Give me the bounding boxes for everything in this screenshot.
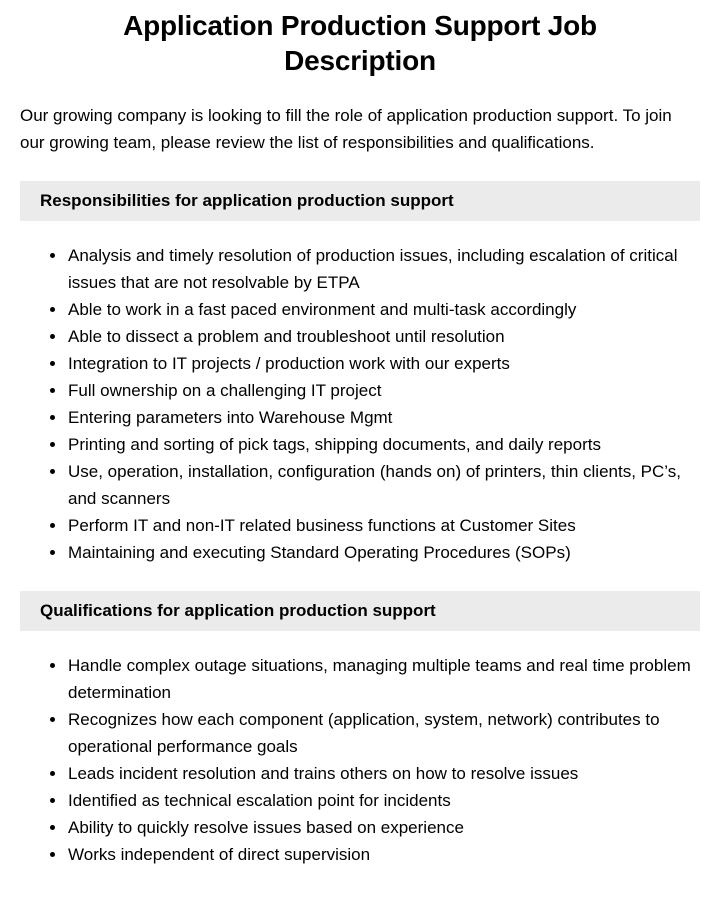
section-list xyxy=(20,242,700,566)
section-heading: Qualifications for application production support xyxy=(20,591,700,631)
list-item: • Identified as technical escalation point for incidents xyxy=(67,787,700,814)
intro-paragraph: Our growing company is looking to fill the role of application production support. To join our growing team, please review the list of responsibilities and qualifications. xyxy=(20,106,672,152)
sections xyxy=(20,181,700,868)
list-item: • Works independent of direct supervision xyxy=(67,841,700,868)
list-item: • Entering parameters into Warehouse Mgmt xyxy=(67,404,700,431)
list-item: • Recognizes how each component (application, system, network) contributes to operational performance goals xyxy=(67,706,700,760)
list-item: • Printing and sorting of pick tags, shipping documents, and daily reports xyxy=(67,431,700,458)
list-item: • Analysis and timely resolution of production issues, including escalation of critical issues that are not resolvable by ETPA xyxy=(67,242,700,296)
list-item: • Able to work in a fast paced environment and multi-task accordingly xyxy=(67,296,700,323)
section-list xyxy=(20,652,700,868)
list-item: • Ability to quickly resolve issues based on experience xyxy=(67,814,700,841)
list-item: • Handle complex outage situations, managing multiple teams and real time problem determination xyxy=(67,652,700,706)
section xyxy=(20,591,700,868)
list-item: • Maintaining and executing Standard Operating Procedures (SOPs) xyxy=(67,539,700,566)
list-item: • Full ownership on a challenging IT project xyxy=(67,377,700,404)
list-item: • Use, operation, installation, configuration (hands on) of printers, thin clients, PC’s, and scanners xyxy=(67,458,700,512)
list-item: • Leads incident resolution and trains others on how to resolve issues xyxy=(67,760,700,787)
page-title: Application Production Support Job Description xyxy=(123,10,597,76)
list-item: • Perform IT and non-IT related business functions at Customer Sites xyxy=(67,512,700,539)
list-item: • Integration to IT projects / production work with our experts xyxy=(67,350,700,377)
section-heading: Responsibilities for application production support xyxy=(20,181,700,221)
section xyxy=(20,181,700,566)
list-item: • Able to dissect a problem and troubleshoot until resolution xyxy=(67,323,700,350)
